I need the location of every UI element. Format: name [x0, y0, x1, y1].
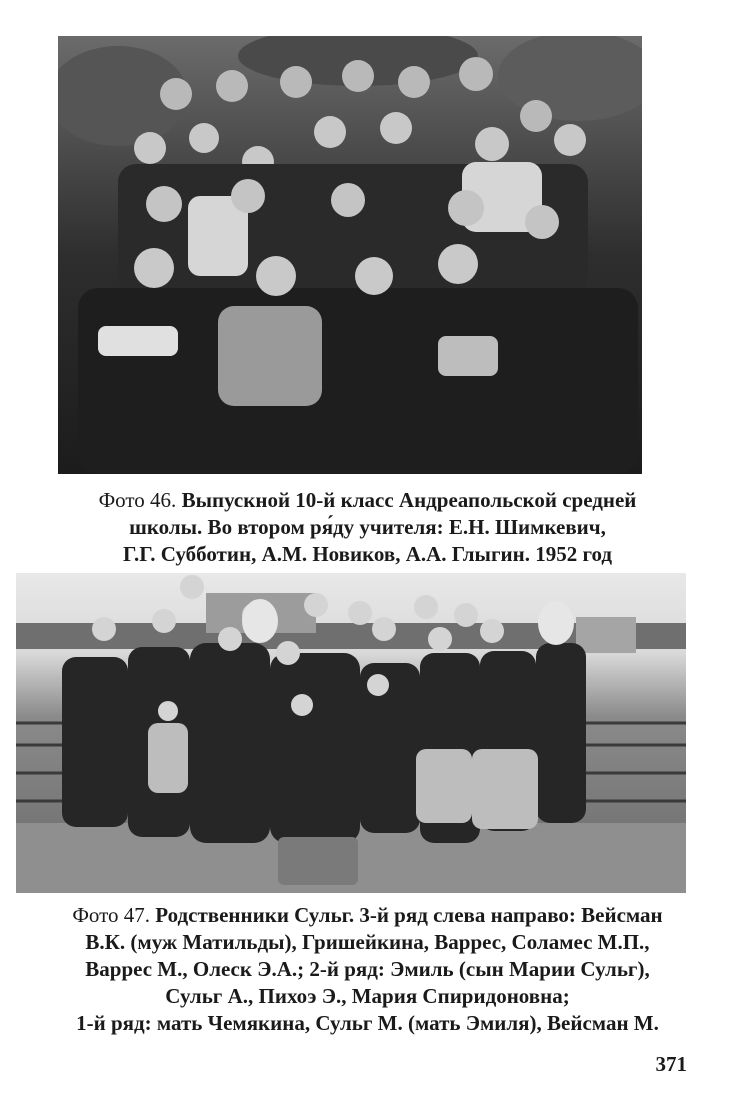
photo-label: Фото 47.: [72, 903, 151, 927]
page-number: 371: [655, 1052, 687, 1076]
caption-text: Варрес М., Олеск Э.А.; 2-й ряд: Эмиль (сын Марии Сульг),: [85, 957, 650, 981]
caption-line: [20, 487, 715, 514]
photo-47-caption: [8, 902, 727, 1037]
class-photo-image: [58, 36, 642, 474]
caption-text: школы. Во втором ря́ду учителя: Е.Н. Шимкевич,: [129, 515, 606, 539]
caption-text: Родственники Сульг. 3-й ряд слева направо: Вейсман: [155, 903, 663, 927]
photo-label: Фото 46.: [98, 488, 177, 512]
caption-text: Сульг А., Пихоэ Э., Мария Спиридоновна;: [165, 984, 570, 1008]
caption-text: Г.Г. Субботин, А.М. Новиков, А.А. Глыгин. 1952 год: [123, 542, 612, 566]
relatives-photo: [16, 573, 686, 893]
relatives-photo-image: [16, 573, 686, 893]
class-photo: [58, 36, 642, 474]
photo-46-caption: [20, 487, 715, 568]
caption-text: Выпускной 10-й класс Андреапольской средней: [181, 488, 637, 512]
caption-line: [8, 902, 727, 929]
caption-text: В.К. (муж Матильды), Гришейкина, Варрес, Соламес М.П.,: [85, 930, 650, 954]
caption-text: 1-й ряд: мать Чемякина, Сульг М. (мать Эмиля), Вейсман М.: [76, 1011, 659, 1035]
